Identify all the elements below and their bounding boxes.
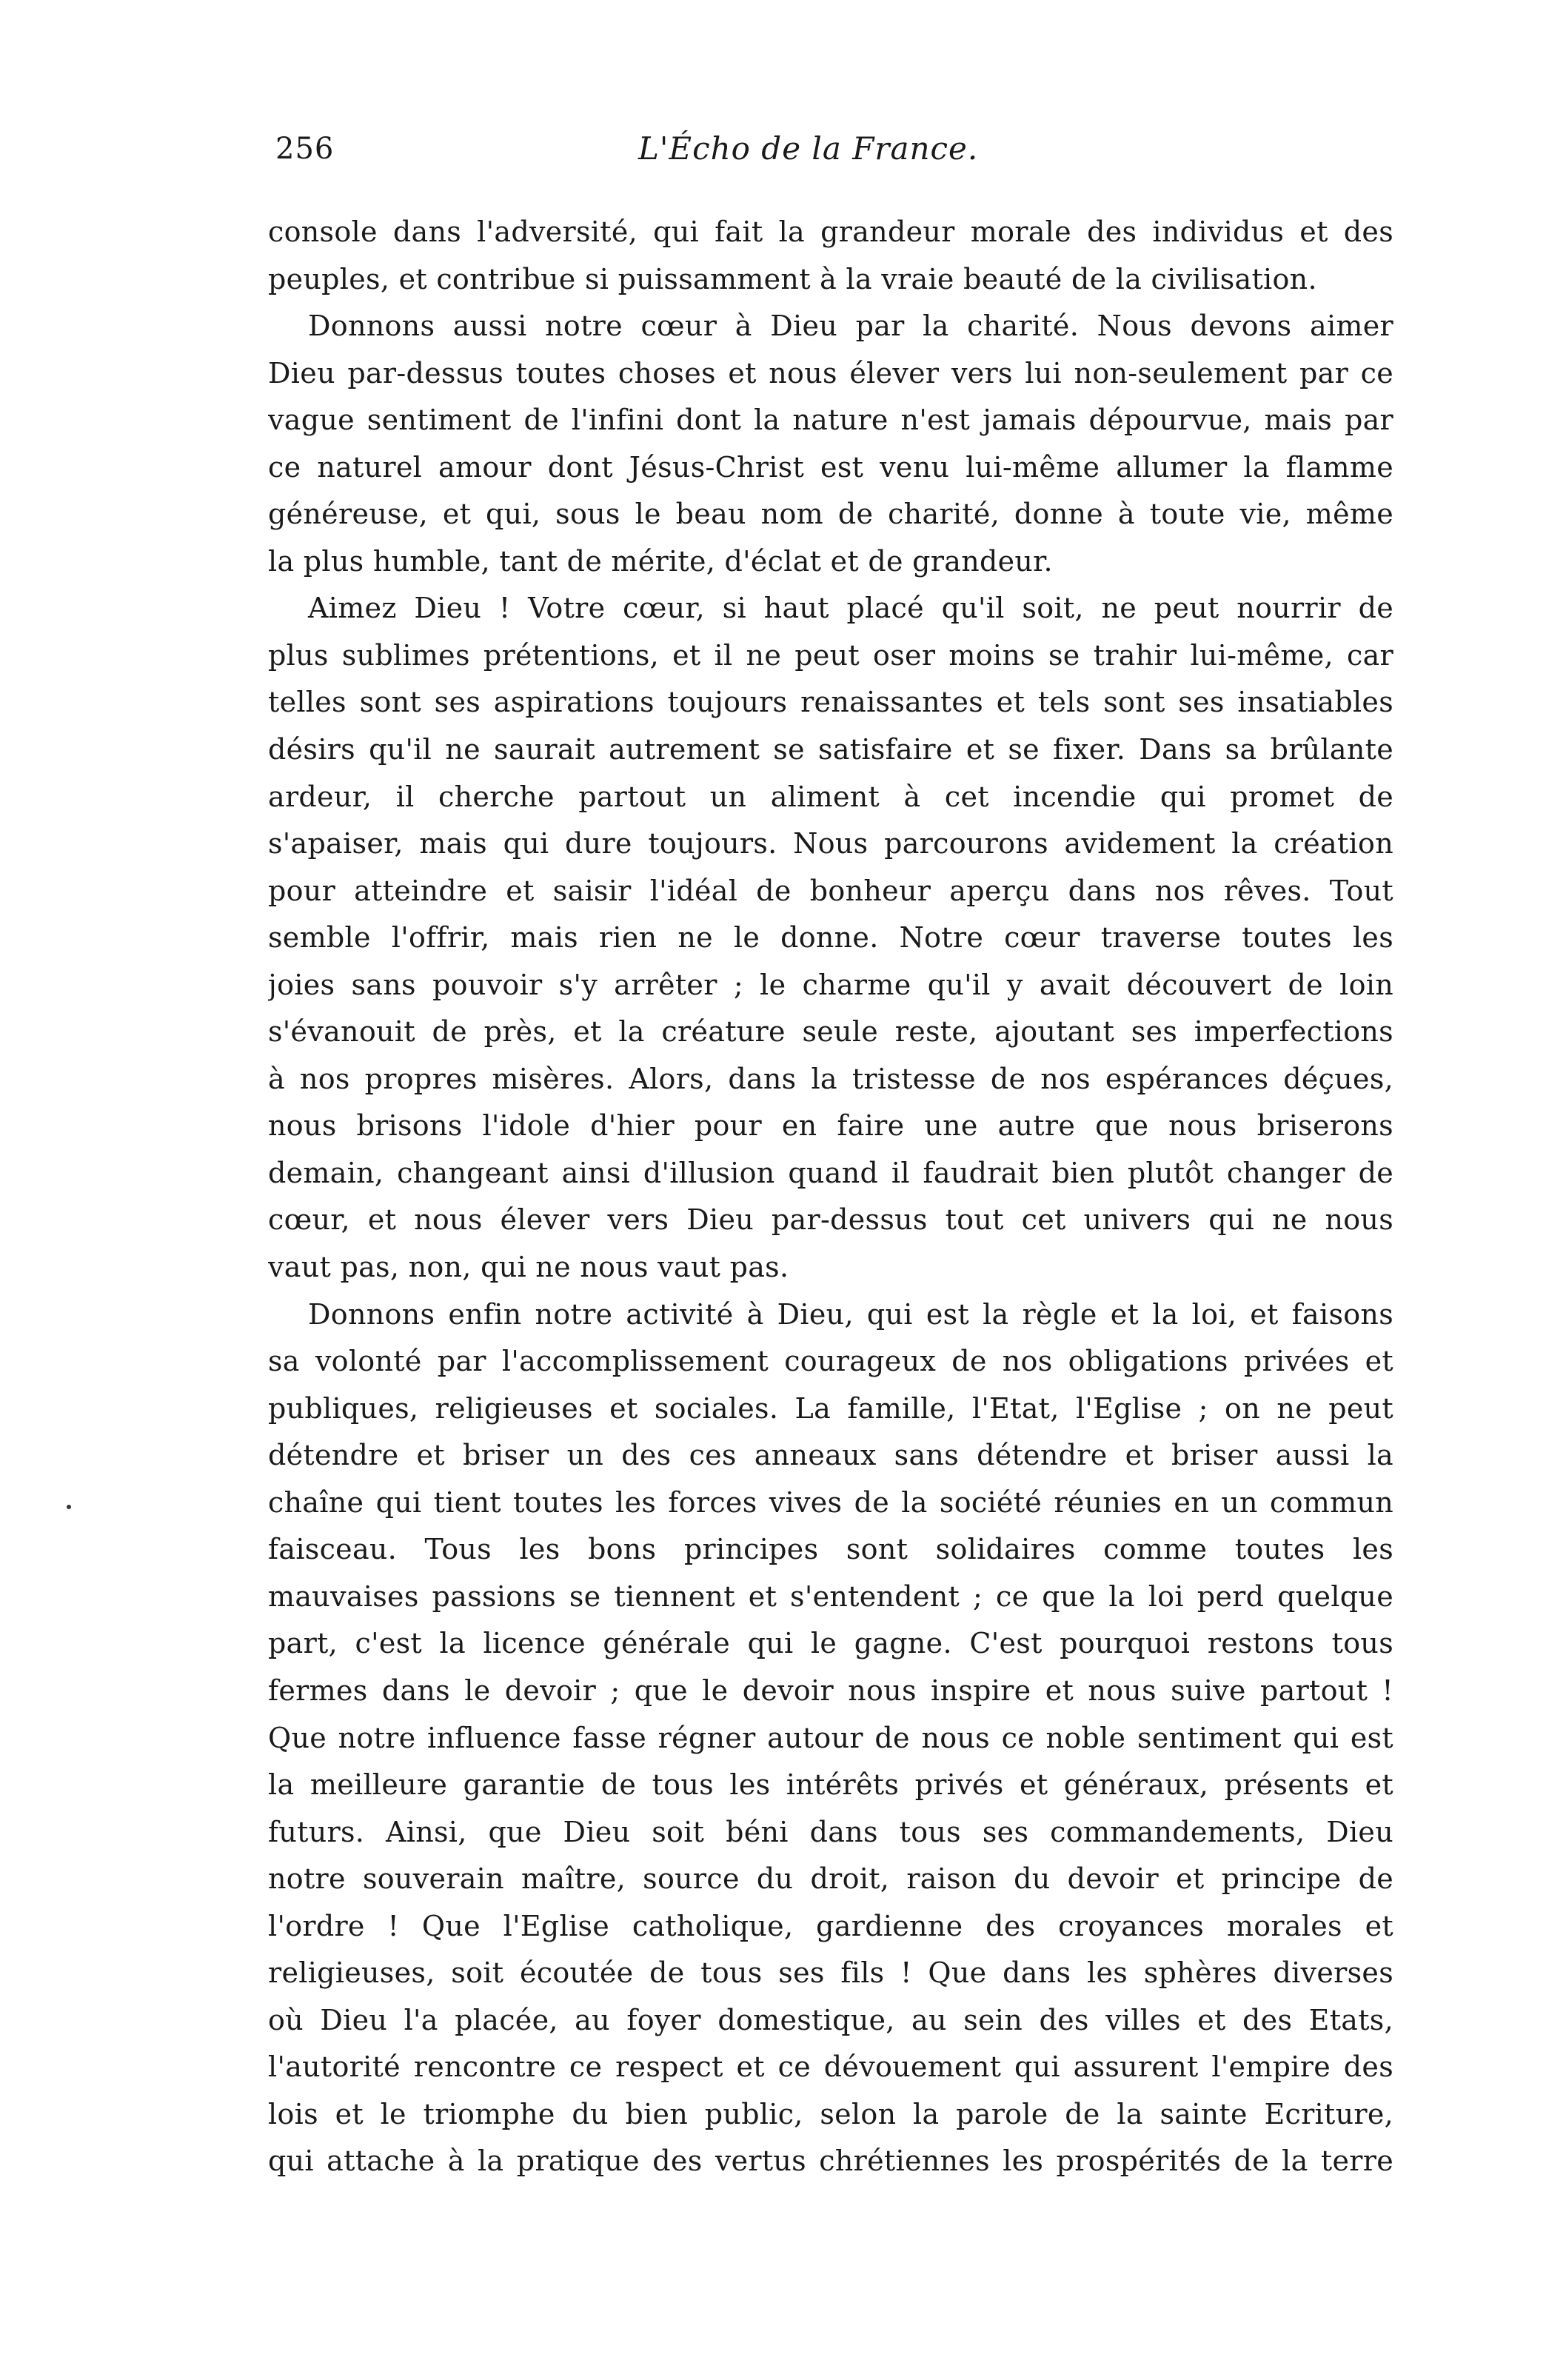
text-line: vaut pas, non, qui ne nous vaut pas. bbox=[268, 1251, 789, 1284]
text-line: console dans l'adversité, qui fait la grandeur morale des individus et des bbox=[268, 215, 1393, 248]
text-line: demain, changeant ainsi d'illusion quand il faudrait bien plutôt changer de bbox=[268, 1156, 1393, 1189]
text-line: s'évanouit de près, et la créature seule reste, ajoutant ses imperfections bbox=[268, 1015, 1393, 1049]
text-line: fermes dans le devoir ; que le devoir nous inspire et nous suive partout ! bbox=[268, 1674, 1393, 1707]
text-line: notre souverain maître, source du droit, raison du devoir et principe de bbox=[268, 1862, 1393, 1896]
text-line: pour atteindre et saisir l'idéal de bonheur aperçu dans nos rêves. Tout bbox=[268, 874, 1393, 907]
text-line: détendre et briser un des ces anneaux sans détendre et briser aussi la bbox=[268, 1439, 1393, 1472]
text-line: généreuse, et qui, sous le beau nom de charité, donne à toute vie, même bbox=[268, 498, 1393, 531]
text-line: semble l'offrir, mais rien ne le donne. Notre cœur traverse toutes les bbox=[268, 921, 1393, 955]
paragraph-first-line: Donnons enfin notre activité à Dieu, qui est la règle et la loi, et faisons bbox=[308, 1297, 1393, 1331]
text-line: part, c'est la licence générale qui le gagne. C'est pourquoi restons tous bbox=[268, 1627, 1393, 1660]
text-line: l'autorité rencontre ce respect et ce dévouement qui assurent l'empire des bbox=[268, 2050, 1393, 2084]
text-line: désirs qu'il ne saurait autrement se satisfaire et se fixer. Dans sa brûlante bbox=[268, 733, 1393, 766]
text-line: l'ordre ! Que l'Eglise catholique, gardienne des croyances morales et bbox=[268, 1909, 1393, 1942]
text-line: s'apaiser, mais qui dure toujours. Nous parcourons avidement la création bbox=[268, 827, 1393, 860]
text-line: lois et le triomphe du bien public, selon la parole de la sainte Ecriture, bbox=[268, 2097, 1393, 2130]
page-number: 256 bbox=[275, 132, 335, 166]
text-line: ce naturel amour dont Jésus-Christ est venu lui-même allumer la flamme bbox=[268, 450, 1393, 484]
text-line: où Dieu l'a placée, au foyer domestique, au sein des villes et des Etats, bbox=[268, 2003, 1393, 2036]
text-line: la plus humble, tant de mérite, d'éclat et de grandeur. bbox=[268, 544, 1053, 578]
text-line: Que notre influence fasse régner autour de nous ce noble sentiment qui est bbox=[268, 1721, 1393, 1754]
text-line: mauvaises passions se tiennent et s'entendent ; ce que la loi perd quelque bbox=[268, 1580, 1393, 1613]
text-line: qui attache à la pratique des vertus chrétiennes les prospérités de la terre bbox=[268, 2145, 1393, 2178]
text-line: plus sublimes prétentions, et il ne peut oser moins se trahir lui-même, car bbox=[268, 638, 1393, 672]
text-line: joies sans pouvoir s'y arrêter ; le charme qu'il y avait découvert de loin bbox=[268, 968, 1393, 1001]
text-line: Dieu par-dessus toutes choses et nous élever vers lui non-seulement par ce bbox=[268, 356, 1393, 390]
paragraph-first-line: Donnons aussi notre cœur à Dieu par la charité. Nous devons aimer bbox=[308, 310, 1393, 343]
body-text bbox=[268, 209, 1393, 2185]
running-title: L'Écho de la France. bbox=[638, 130, 979, 167]
text-line: faisceau. Tous les bons principes sont solidaires comme toutes les bbox=[268, 1533, 1393, 1566]
text-line: publiques, religieuses et sociales. La famille, l'Etat, l'Eglise ; on ne peut bbox=[268, 1391, 1393, 1425]
text-line: chaîne qui tient toutes les forces vives de la société réunies en un commun bbox=[268, 1485, 1393, 1519]
text-line: futurs. Ainsi, que Dieu soit béni dans tous ses commandements, Dieu bbox=[268, 1815, 1393, 1848]
text-line: ardeur, il cherche partout un aliment à cet incendie qui promet de bbox=[268, 780, 1393, 813]
text-line: religieuses, soit écoutée de tous ses fils ! Que dans les sphères diverses bbox=[268, 1956, 1393, 1990]
text-line: telles sont ses aspirations toujours renaissantes et tels sont ses insatiables bbox=[268, 686, 1393, 719]
scan-speck bbox=[67, 1505, 71, 1509]
text-line: vague sentiment de l'infini dont la nature n'est jamais dépourvue, mais par bbox=[268, 404, 1393, 437]
text-line: peuples, et contribue si puissamment à la vraie beauté de la civilisation. bbox=[268, 262, 1317, 295]
text-line: nous brisons l'idole d'hier pour en faire une autre que nous briserons bbox=[268, 1109, 1393, 1143]
text-line: la meilleure garantie de tous les intérêts privés et généraux, présents et bbox=[268, 1768, 1393, 1802]
text-line: à nos propres misères. Alors, dans la tristesse de nos espérances déçues, bbox=[268, 1062, 1393, 1095]
page-header bbox=[275, 123, 1393, 175]
text-line: cœur, et nous élever vers Dieu par-dessus tout cet univers qui ne nous bbox=[268, 1203, 1393, 1237]
paragraph-first-line: Aimez Dieu ! Votre cœur, si haut placé qu'il soit, ne peut nourrir de bbox=[308, 592, 1393, 625]
text-line: sa volonté par l'accomplissement courageux de nos obligations privées et bbox=[268, 1345, 1393, 1378]
